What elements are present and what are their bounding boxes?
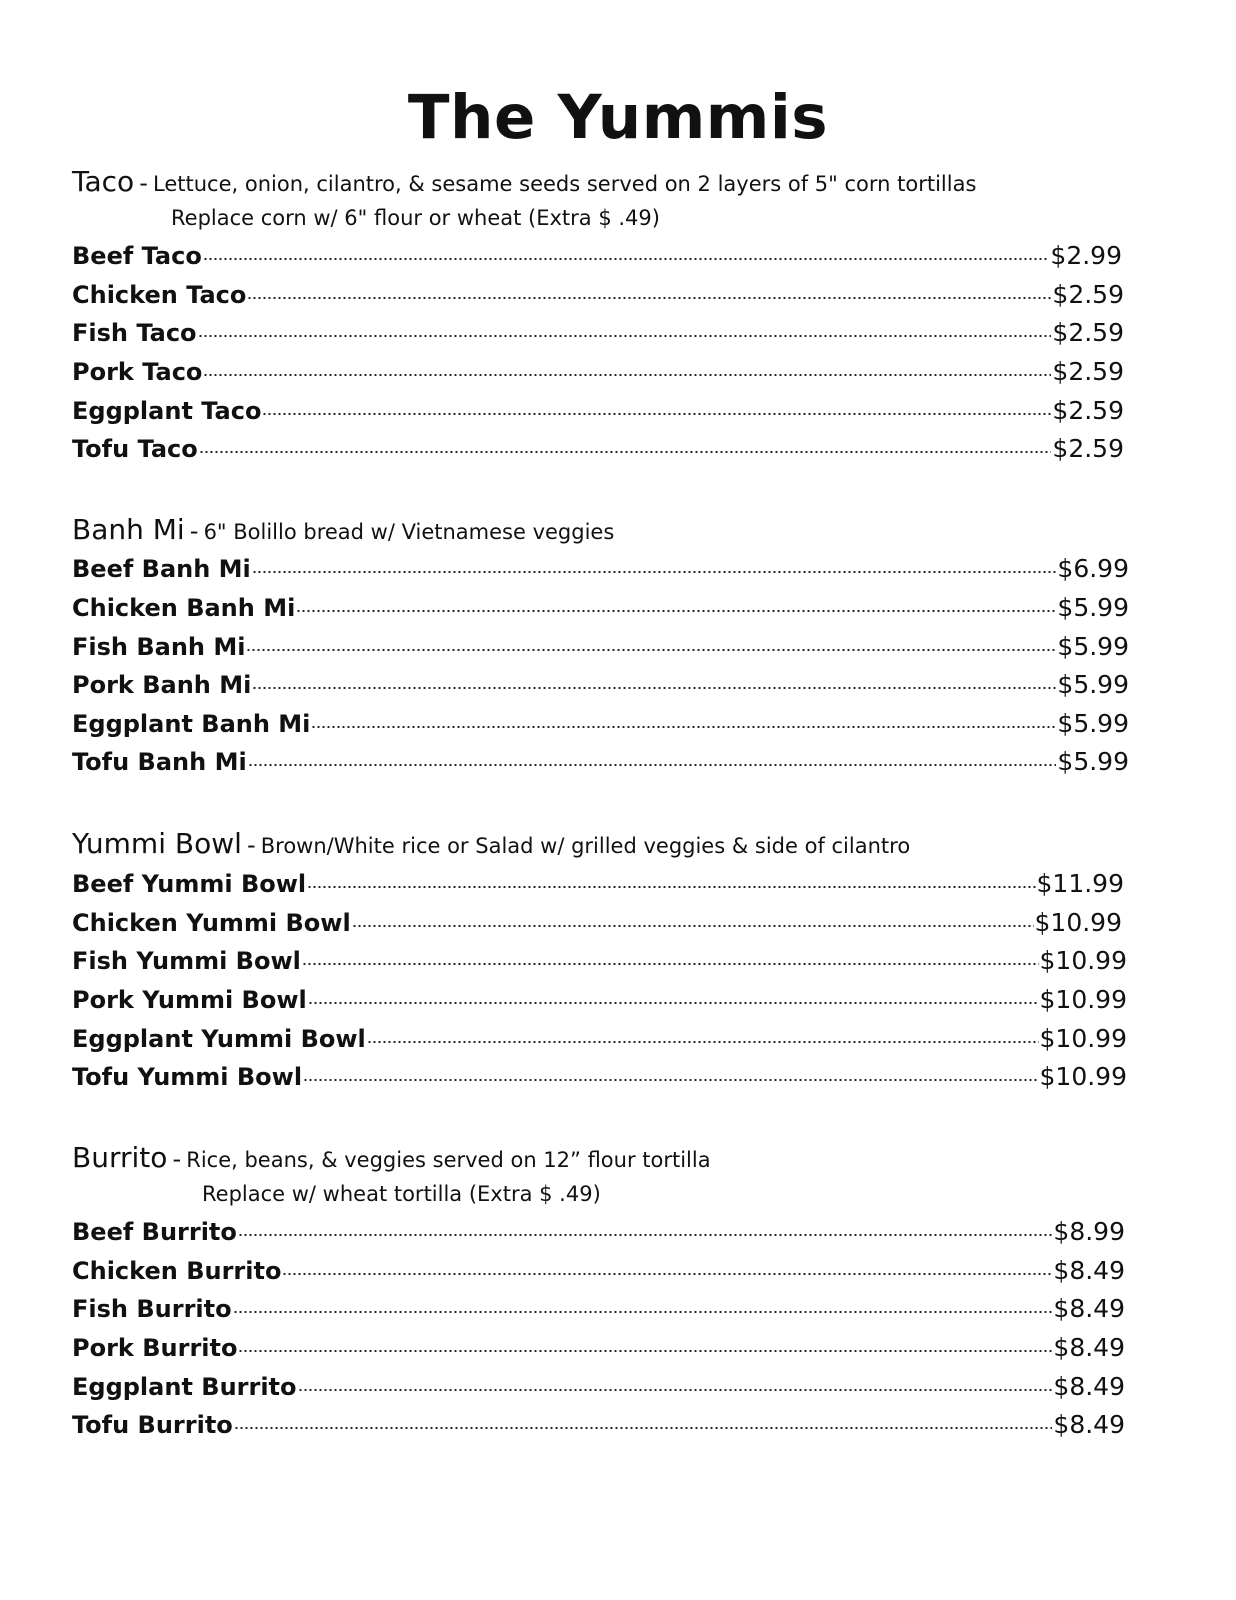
item-price: $2.59 [1052,434,1124,463]
section-note: Replace w/ wheat tortilla (Extra $ .49) [202,1182,601,1206]
dot-leader [307,885,1035,889]
section-header [72,1140,711,1176]
item-name: Beef Banh Mi [72,555,251,583]
section-header [72,826,910,862]
dot-leader [262,412,1051,416]
menu-item [72,314,1124,352]
menu-item [72,1020,1127,1058]
item-name: Pork Yummi Bowl [72,986,307,1014]
section-note: Replace corn w/ 6" flour or wheat (Extra $ .49) [171,206,660,230]
section-title: Taco [72,165,135,198]
item-name: Eggplant Yummi Bowl [72,1025,366,1053]
item-name: Fish Taco [72,319,197,347]
item-name: Tofu Banh Mi [72,748,247,776]
menu-item [72,353,1124,391]
item-price: $10.99 [1039,1024,1127,1053]
dot-leader [198,334,1052,338]
menu-item [72,392,1124,430]
item-price: $11.99 [1036,869,1124,898]
dot-leader [247,296,1051,300]
dot-leader [203,373,1051,377]
dot-leader [199,450,1052,454]
dot-leader [248,763,1057,767]
item-price: $8.49 [1053,1256,1125,1285]
item-price: $10.99 [1034,908,1122,937]
item-price: $8.49 [1053,1372,1125,1401]
section-burrito [72,1140,1126,1440]
section-title: Burrito [72,1141,168,1174]
item-price: $6.99 [1057,554,1129,583]
item-name: Chicken Taco [72,281,247,309]
section-description: Rice, beans, & veggies served on 12” flour tortilla [186,1148,711,1172]
menu-item [72,1252,1125,1290]
item-name: Chicken Yummi Bowl [72,909,351,937]
dot-leader [311,725,1056,729]
dot-leader [303,1078,1038,1082]
dot-leader [238,1349,1052,1353]
dot-leader [246,648,1056,652]
dot-leader [298,1388,1053,1392]
menu-item [72,550,1129,588]
dot-leader [238,1233,1053,1237]
section-title: Yummi Bowl [72,827,242,860]
item-price: $10.99 [1039,985,1127,1014]
item-name: Pork Banh Mi [72,671,252,699]
menu-item [72,1290,1125,1328]
dot-leader [233,1310,1053,1314]
item-name: Pork Burrito [72,1334,238,1362]
menu-item [72,237,1122,275]
section-description: Brown/White rice or Salad w/ grilled veggies & side of cilantro [260,834,911,858]
item-name: Chicken Burrito [72,1257,282,1285]
item-price: $2.59 [1052,396,1124,425]
section-description: Lettuce, onion, cilantro, & sesame seeds served on 2 layers of 5" corn tortillas [153,172,977,196]
item-name: Fish Yummi Bowl [72,947,301,975]
section-dash: - [189,517,199,545]
item-price: $8.49 [1053,1410,1125,1439]
item-name: Beef Yummi Bowl [72,870,307,898]
dot-leader [234,1426,1053,1430]
item-name: Fish Burrito [72,1295,232,1323]
item-name: Eggplant Taco [72,397,262,425]
dot-leader [308,1001,1039,1005]
section-banh-mi [72,512,1130,782]
item-price: $5.99 [1057,747,1129,776]
menu-item [72,865,1124,903]
menu-item [72,981,1127,1019]
menu-item [72,904,1122,942]
menu-item [72,1406,1125,1444]
item-price: $2.59 [1052,318,1124,347]
item-price: $8.99 [1053,1217,1125,1246]
menu-item [72,628,1129,666]
item-price: $10.99 [1039,1062,1127,1091]
section-dash: - [246,831,256,859]
section-dash: - [139,169,148,197]
dot-leader [282,1272,1052,1276]
dot-leader [352,924,1034,928]
item-price: $2.59 [1052,357,1124,386]
menu-item [72,743,1129,781]
menu-item [72,1329,1125,1367]
item-price: $8.49 [1053,1333,1125,1362]
item-name: Beef Burrito [72,1218,237,1246]
item-name: Tofu Yummi Bowl [72,1063,303,1091]
menu-item [72,276,1124,314]
item-price: $10.99 [1039,946,1127,975]
item-name: Eggplant Burrito [72,1373,297,1401]
dot-leader [252,686,1056,690]
menu-item [72,942,1127,980]
item-name: Tofu Burrito [72,1411,233,1439]
item-name: Fish Banh Mi [72,633,246,661]
menu-item [72,1368,1125,1406]
dot-leader [296,609,1056,613]
section-taco [72,164,1124,464]
menu-item [72,666,1129,704]
menu-item [72,1213,1125,1251]
menu-item [72,430,1124,468]
dot-leader [203,257,1050,261]
item-price: $5.99 [1057,709,1129,738]
item-name: Pork Taco [72,358,203,386]
item-name: Eggplant Banh Mi [72,710,311,738]
section-header [72,512,614,548]
menu-item [72,1058,1127,1096]
item-price: $5.99 [1057,670,1129,699]
section-header [72,164,976,200]
section-title: Banh Mi [72,513,185,546]
section-dash: - [172,1145,182,1173]
item-name: Beef Taco [72,242,202,270]
item-name: Chicken Banh Mi [72,594,296,622]
menu-item [72,589,1129,627]
menu-item [72,705,1129,743]
section-yummi-bowl [72,826,1130,1096]
dot-leader [302,962,1039,966]
item-price: $5.99 [1057,632,1129,661]
section-description: 6" Bolillo bread w/ Vietnamese veggies [203,520,615,544]
dot-leader [252,570,1057,574]
dot-leader [367,1040,1039,1044]
item-price: $8.49 [1053,1294,1125,1323]
item-price: $2.99 [1050,241,1122,270]
item-name: Tofu Taco [72,435,198,463]
menu-title: The Yummis [407,82,829,153]
item-price: $5.99 [1057,593,1129,622]
item-price: $2.59 [1052,280,1124,309]
